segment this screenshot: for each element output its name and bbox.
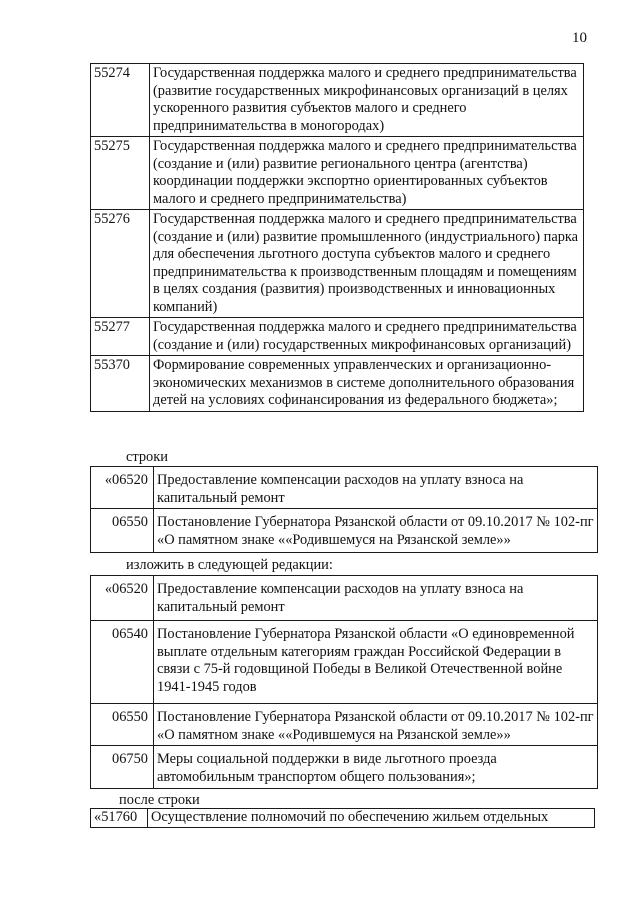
description-cell: Постановление Губернатора Рязанской области от 09.10.2017 № 102-пг «О памятном знаке ««Родившемуся на Рязанской земле»»: [154, 704, 598, 746]
page-number: 10: [572, 30, 587, 46]
table-row: [91, 809, 595, 828]
table-row: [91, 704, 598, 746]
label-lines: строки: [126, 449, 168, 465]
description-cell: Предоставление компенсации расходов на уплату взноса на капитальный ремонт: [154, 467, 598, 509]
table-row: [91, 318, 584, 356]
code-cell: 06540: [91, 621, 154, 704]
new-lines-table: [90, 575, 598, 789]
table-row: [91, 64, 584, 137]
code-cell: 55277: [91, 318, 150, 356]
old-lines-table: [90, 466, 598, 553]
code-cell: 06550: [91, 704, 154, 746]
table-row: [91, 746, 598, 789]
table-row: [91, 467, 598, 509]
description-cell: Осуществление полномочий по обеспечению жильем отдельных: [148, 809, 595, 828]
label-after: после строки: [119, 792, 200, 808]
code-cell: 06750: [91, 746, 154, 789]
description-cell: Предоставление компенсации расходов на уплату взноса на капитальный ремонт: [154, 576, 598, 621]
description-cell: Постановление Губернатора Рязанской области «О единовременной выплате отдельным категориям граждан Российской Федерации в связи с 75-й годовщиной Победы в Великой Отечественной войне 1941-1945 годов: [154, 621, 598, 704]
code-cell: 06550: [91, 509, 154, 553]
code-cell: 55274: [91, 64, 150, 137]
code-cell: 55276: [91, 210, 150, 318]
table-row: [91, 576, 598, 621]
after-line-table: [90, 808, 595, 828]
code-cell: «06520: [91, 576, 154, 621]
code-cell: «51760: [91, 809, 148, 828]
table-row: [91, 509, 598, 553]
table-row: [91, 356, 584, 412]
description-cell: Государственная поддержка малого и среднего предпринимательства (создание и (или) развитие регионального центра (агентства) координации поддержки экспортно ориентированных субъектов малого и среднего предпринимательства): [150, 137, 584, 210]
description-cell: Государственная поддержка малого и среднего предпринимательства (создание и (или) государственных микрофинансовых организаций): [150, 318, 584, 356]
code-cell: 55275: [91, 137, 150, 210]
table-row: [91, 621, 598, 704]
description-cell: Формирование современных управленческих и организационно-экономических механизмов в системе дополнительного образования детей на условиях софинансирования из федерального бюджета»;: [150, 356, 584, 412]
label-edit: изложить в следующей редакции:: [126, 557, 333, 573]
code-cell: 55370: [91, 356, 150, 412]
table-row: [91, 210, 584, 318]
table-row: [91, 137, 584, 210]
description-cell: Меры социальной поддержки в виде льготного проезда автомобильным транспортом общего пользования»;: [154, 746, 598, 789]
code-cell: «06520: [91, 467, 154, 509]
description-cell: Постановление Губернатора Рязанской области от 09.10.2017 № 102-пг «О памятном знаке ««Родившемуся на Рязанской земле»»: [154, 509, 598, 553]
description-cell: Государственная поддержка малого и среднего предпринимательства (развитие государственных микрофинансовых организаций в целях ускоренного развития субъектов малого и среднего предпринимательства в моногородах): [150, 64, 584, 137]
budget-codes-table: [90, 63, 584, 412]
description-cell: Государственная поддержка малого и среднего предпринимательства (создание и (или) развитие промышленного (индустриального) парка для обеспечения льготного доступа субъектов малого и среднего предпринимательства к производственным площадям и помещениям в целях создания (развития) производственных и инновационных компаний): [150, 210, 584, 318]
